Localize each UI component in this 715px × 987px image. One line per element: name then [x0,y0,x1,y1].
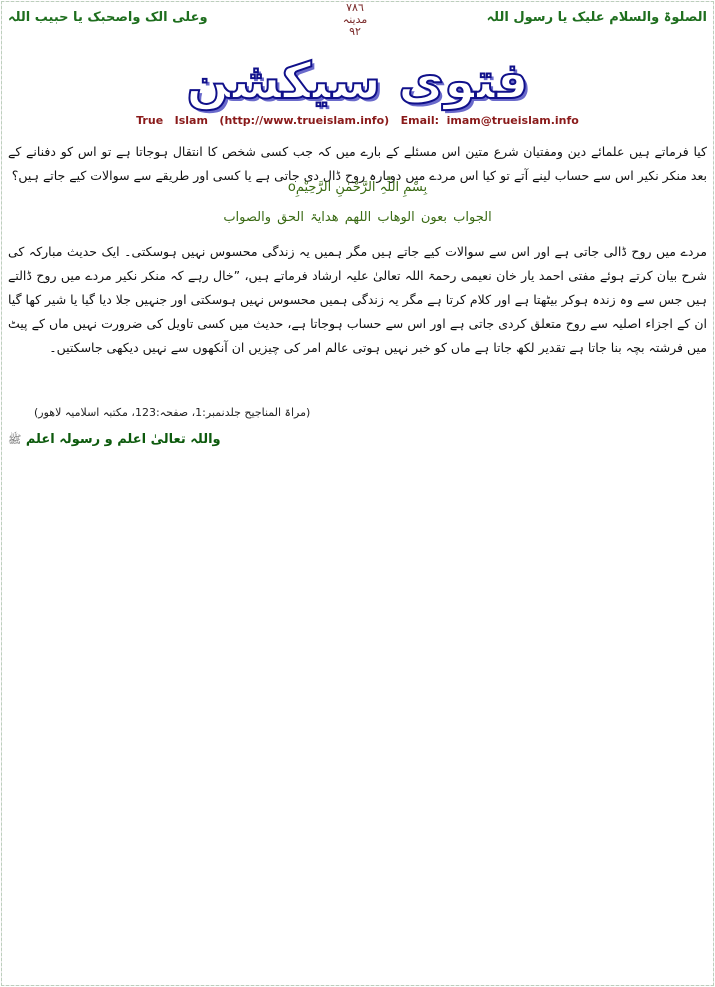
salla-symbol: ﷺ [8,433,22,446]
reference-citation: (مراۃ المناجیح جلدنمبر:1، صفحہ:123، مکتبہ اسلامیہ لاھور) [34,406,311,419]
page-number-bottom: ٩٢ [349,25,361,38]
header-dua-right: الصلوۃ والسلام علیک یا رسول اللہ [486,10,707,25]
contact-line[interactable]: True Islam (http://www.trueislam.info) Email: imam@trueislam.info [136,114,579,127]
bismillah: بِسْمِ اللّٰہِ الرَّحْمٰنِ الرَّحِیْمِo [287,180,428,195]
page-number-top: ٧٨٦ [346,1,364,14]
closing-line [8,432,221,449]
closing-text: واللہ تعالیٰ اعلم و رسولہ اعلم [25,432,221,447]
header-dua-left: وعلی الک واصحبک یا حبیب اللہ [8,10,208,25]
question-text: کیا فرماتے ہیں علمائے دین ومفتیان شرع متین اس مسئلے کے بارے میں کہ جب کسی شخص کا انتقال ہوجاتا ہے تو اس کو دفنانے کے بعد منکر نکیر اس سے حساب لینے آتے تو کیا اس مردے میں دوبارہ روح ڈال دی جاتی ہے یا کسی اور طریقے سے سوالات کیے جاتے ہیں؟ [8,144,707,183]
answer-text: مردے میں روح ڈالی جاتی ہے اور اس سے سوالات کیے جاتے ہیں مگر ہمیں یہ زندگی محسوس نہیں ہوسکتی۔ ایک حدیث مبارکہ کی شرح بیان کرتے ہوئے مفتی احمد یار خان نعیمی رحمۃ اللہ تعالیٰ علیہ ارشاد فرماتے ہیں، ”خال رہے کہ منکر نکیر مردے میں روح ڈالتے ہیں جس سے وہ زندہ ہوکر بیٹھتا ہے اور کلام کرتا ہے مگر یہ زندگی ہمیں محسوس نہیں ہوسکتی اور جنہیں جلا دیا گیا یا شیر کھا گیا ان کے اجزاء اصلیہ سے روح متعلق کردی جاتی ہے اور اس سے حساب ہوجاتا ہے، حدیث میں کسی تاویل کی ضرورت نہیں ماں کے پیٹ میں فرشتہ بچہ بنا جاتا ہے تقدیر لکھ جاتا ہے ماں کو خبر نہیں ہوتی عالم امر کی چیزیں ان آنکھوں سے نہیں دیکھی جاسکتیں۔ [8,244,707,355]
page-title: فتوی سیکشن [186,52,529,110]
answer-heading: الجواب بعون الوھاب اللھم ھدایۃ الحق والصواب [223,210,492,225]
page-number-block [330,2,380,38]
page-number-middle: مدینہ [342,13,368,26]
